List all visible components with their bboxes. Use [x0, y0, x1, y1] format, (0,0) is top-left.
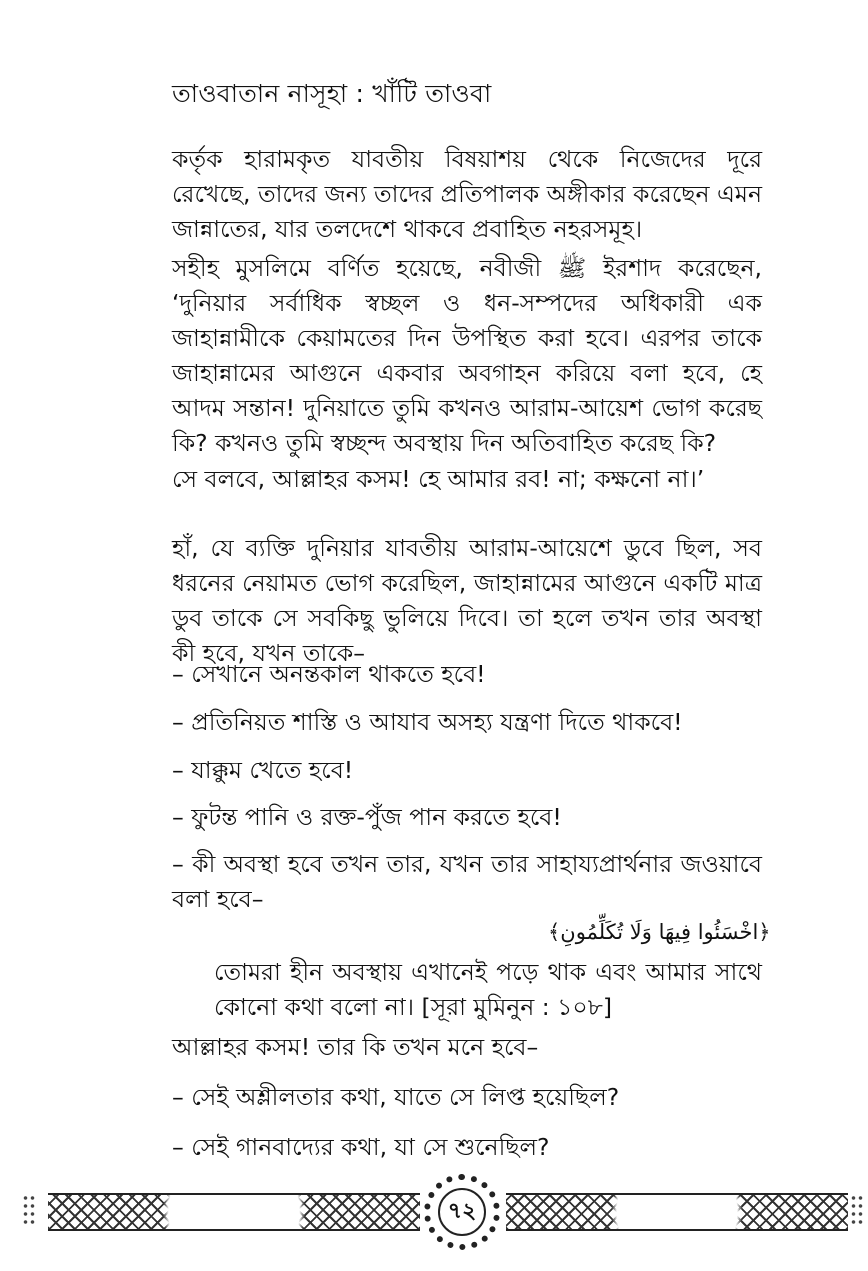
paragraph-2: সহীহ মুসলিমে বর্ণিত হয়েছে, নবীজী ﷺ ইরশাদ করেছেন, ‘দুনিয়ার সর্বাধিক স্বচ্ছল ও ধন-সম্পদের অধিকারী এক জাহান্নামীকে কেয়ামতের দিন উপস্থিত করা হবে। এরপর তাকে জাহান্নামের আগুনে একবার অবগাহন করিয়ে বলা হবে, হে আদম সন্তান! দুনিয়াতে তুমি কখনও আরাম-আয়েশ ভোগ করেছ কি? কখনও তুমি স্বচ্ছন্দ অবস্থায় দিন অতিবাহিত করেছ কি?	[172, 254, 762, 457]
ornament-dots-right	[850, 1194, 864, 1228]
list-item: – সেখানে অনন্তকাল থাকতে হবে!	[172, 660, 486, 688]
running-header: তাওবাতান নাসূহা : খাঁটি তাওবা	[172, 79, 492, 108]
list-item: – প্রতিনিয়ত শাস্তি ও আযাব অসহ্য যন্ত্রণা দিতে থাকবে!	[172, 708, 683, 736]
paragraph-5: – কী অবস্থা হবে তখন তার, যখন তার সাহায্যপ্রার্থনার জওয়াবে বলা হবে–	[172, 850, 762, 913]
paragraph-6: আল্লাহর কসম! তার কি তখন মনে হবে–	[172, 1033, 539, 1061]
ornament-dots-left	[22, 1194, 36, 1228]
list-item: – সেই গানবাদ্যের কথা, যা সে শুনেছিল?	[172, 1133, 550, 1161]
quran-verse-arabic: ﴿اخْسَئُوا فِيهَا وَلَا تُكَلِّمُونِ﴾	[548, 920, 771, 944]
page-number-medallion	[424, 1174, 500, 1250]
list-item: – ফুটন্ত পানি ও রক্ত-পুঁজ পান করতে হবে!	[172, 803, 562, 831]
page-number: ৭২	[438, 1188, 486, 1236]
page-footer	[0, 1180, 868, 1260]
ornament-band-right	[506, 1193, 848, 1231]
paragraph-4: হাঁ, যে ব্যক্তি দুনিয়ার যাবতীয় আরাম-আয়েশে ডুবে ছিল, সব ধরনের নেয়ামত ভোগ করেছিল, জাহান্নামের আগুনে একটি মাত্র ডুব তাকে সে সবকিছু ভুলিয়ে দিবে। তা হলে তখন তার অবস্থা কী হবে, যখন তাকে–	[172, 534, 762, 667]
ornament-band-left	[48, 1193, 420, 1231]
verse-translation: তোমরা হীন অবস্থায় এখানেই পড়ে থাক এবং আমার সাথে কোনো কথা বলো না। [সূরা মুমিনুন : ১০৮]	[214, 958, 762, 1021]
paragraph-3: সে বলবে, আল্লাহর কসম! হে আমার রব! না; কক্ষনো না।’	[172, 465, 705, 493]
paragraph-1: কর্তৃক হারামকৃত যাবতীয় বিষয়াশয় থেকে নিজেদের দূরে রেখেছে, তাদের জন্য তাদের প্রতিপালক অঙ্গীকার করেছেন এমন জান্নাতের, যার তলদেশে থাকবে প্রবাহিত নহরসমূহ।	[172, 145, 762, 243]
list-item: – যাক্কুম খেতে হবে!	[172, 756, 354, 784]
list-item: – সেই অশ্লীলতার কথা, যাতে সে লিপ্ত হয়েছিল?	[172, 1083, 620, 1111]
